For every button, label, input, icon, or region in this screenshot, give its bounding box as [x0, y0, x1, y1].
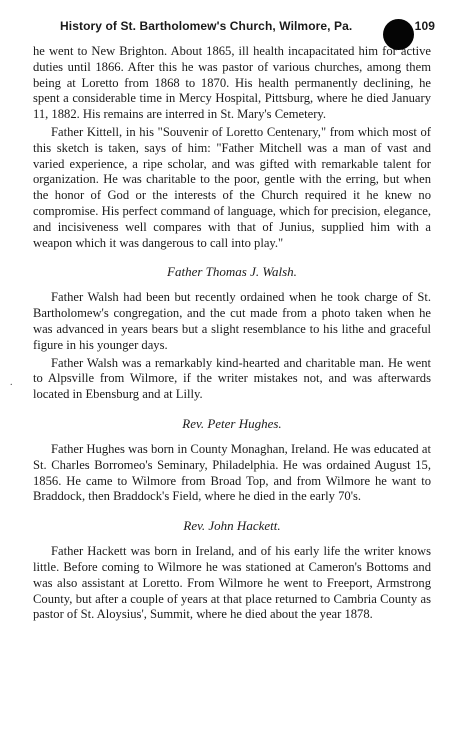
running-header	[60, 19, 435, 35]
paragraph: Father Hughes was born in County Monaghan, Ireland. He was educated at St. Charles Borromeo's Seminary, Philadelphia. He was ordained August 15, 1856. He came to Wilmore from Broad Top, and from Wilmore he want to Braddock, then Braddock's Field, where he died in the early 70's.	[33, 441, 431, 504]
paragraph: Father Hackett was born in Ireland, and of his early life the writer knows little. Before coming to Wilmore he was stationed at Cameron's Bottoms and was also assistant at Loretto. From Wilmore he went to Freeport, Armstrong County, but after a couple of years at that place returned to Cambria County as pastor of St. Aloysius', Summit, where he died about the year 1878.	[33, 544, 431, 622]
paragraph: Father Walsh was a remarkably kind-hearted and charitable man. He went to Alpsville from Wilmore, if the writer mistakes not, and was afterwards located in Ebensburg and at Lilly.	[33, 355, 431, 402]
stray-mark: .	[10, 377, 13, 388]
paragraph: he went to New Brighton. About 1865, ill health incapacitated him for active duties until 1866. After this he was pastor of various churches, among them being at Loretto from 1868 to 1870. His health permanently declining, he spent a considerable time in Mercy Hospital, Pittsburg, where he died January 11, 1882. His remains are interred in St. Mary's Cemetery.	[33, 44, 431, 122]
paragraph: Father Kittell, in his "Souvenir of Loretto Centenary," from which most of this sketch is taken, says of him: "Father Mitchell was a man of vast and varied experience, a ripe scholar, and was gifted with remarkable talent for organization. He was charitable to the poor, gentle with the erring, but when the honor of God or the interests of the Church required it he knew no compromise. His perfect command of language, which for precision, elegance, and incisiveness well compares with that of Junius, supplied him with a weapon which it was dangerous to call into play."	[33, 124, 431, 250]
section-heading: Rev. John Hackett.	[183, 518, 281, 534]
running-head-title: History of St. Bartholomew's Church, Wilmore, Pa.	[60, 19, 353, 33]
paragraph: Father Walsh had been but recently ordained when he took charge of St. Bartholomew's congregation, and the cut made from a photo taken when he was advanced in years bears but a slight resemblance to his lithe and graceful figure in his younger days.	[33, 290, 431, 352]
section-heading: Rev. Peter Hughes.	[182, 415, 282, 431]
body-text	[33, 44, 431, 625]
page-number: 109	[414, 19, 435, 33]
section-heading: Father Thomas J. Walsh.	[167, 264, 297, 280]
